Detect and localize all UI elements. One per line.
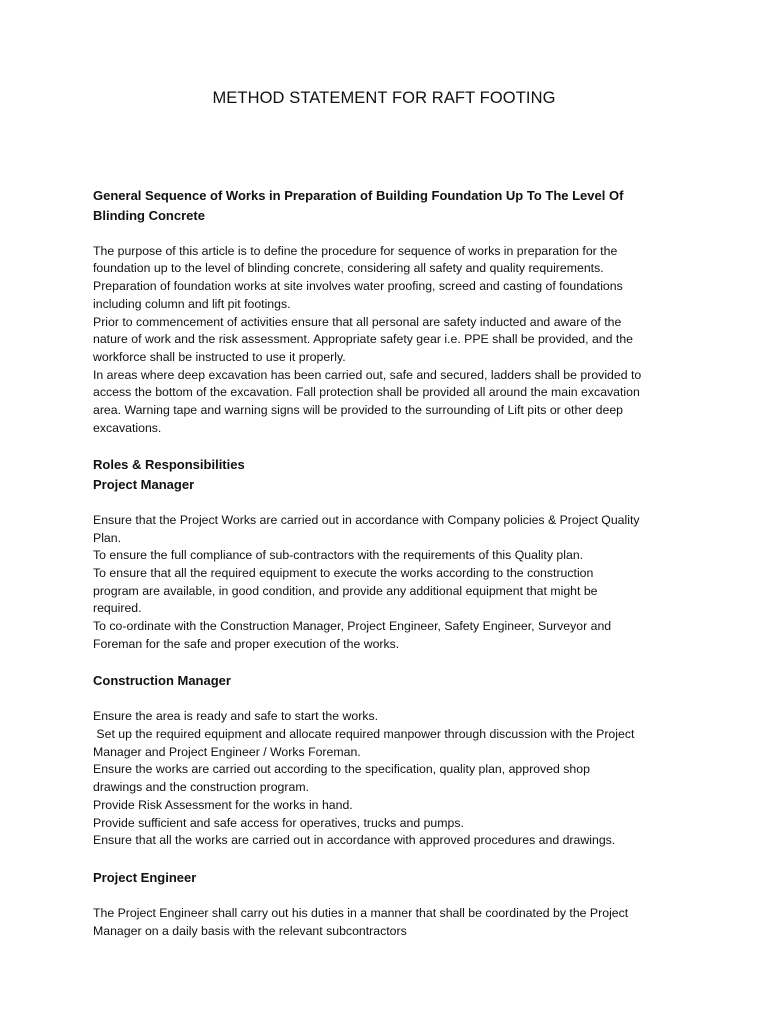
construction-manager-heading: Construction Manager: [93, 673, 231, 689]
text-line: In areas where deep excavation has been carried out, safe and secured, ladders shall be provided to: [93, 367, 642, 382]
roles-heading: Roles & Responsibilities: [93, 457, 245, 473]
text-line: drawings and the construction program.: [93, 780, 309, 795]
text-line: Prior to commencement of activities ensure that all personal are safety inducted and aware of the: [93, 314, 622, 329]
text-line: Manager and Project Engineer / Works Foreman.: [93, 744, 361, 759]
text-line: nature of work and the risk assessment. Appropriate safety gear i.e. PPE shall be provided, and the: [93, 332, 634, 347]
text-line: workforce shall be instructed to use it properly.: [93, 349, 346, 364]
text-line: Plan.: [93, 530, 122, 545]
text-line: excavations.: [93, 420, 162, 435]
text-line: Set up the required equipment and allocate required manpower through discussion with the Project: [93, 727, 635, 741]
text-line: Ensure the works are carried out according to the specification, quality plan, approved shop: [93, 762, 590, 777]
text-line: foundation up to the level of blinding concrete, considering all safety and quality requirements.: [93, 261, 604, 276]
text-line: required.: [93, 601, 142, 616]
text-line: Ensure the area is ready and safe to start the works.: [93, 709, 379, 724]
paragraph-project-manager: [93, 512, 693, 654]
text-line: Provide sufficient and safe access for operatives, trucks and pumps.: [93, 815, 464, 830]
text-line: To ensure the full compliance of sub-contractors with the requirements of this Quality plan.: [93, 548, 584, 563]
text-line: To co-ordinate with the Construction Manager, Project Engineer, Safety Engineer, Surveyor and: [93, 619, 612, 634]
heading-line: General Sequence of Works in Preparation of Building Foundation Up To The Level Of: [93, 188, 624, 203]
section-heading-general-sequence: [93, 186, 693, 225]
paragraph-general-sequence: [93, 243, 693, 438]
text-line: The Project Engineer shall carry out his duties in a manner that shall be coordinated by the Project: [93, 905, 629, 920]
text-line: area. Warning tape and warning signs will be provided to the surrounding of Lift pits or other deep: [93, 403, 623, 418]
text-line: Manager on a daily basis with the relevant subcontractors: [93, 923, 407, 938]
project-engineer-heading: Project Engineer: [93, 869, 197, 885]
text-line: Provide Risk Assessment for the works in hand.: [93, 797, 353, 812]
heading-line: Blinding Concrete: [93, 207, 205, 223]
text-line: Foreman for the safe and proper execution of the works.: [93, 636, 400, 651]
text-line: The purpose of this article is to define the procedure for sequence of works in preparation for the: [93, 243, 618, 258]
project-manager-heading: Project Manager: [93, 476, 195, 492]
text-line: access the bottom of the excavation. Fall protection shall be provided all around the main excavation: [93, 385, 640, 400]
paragraph-project-engineer: [93, 905, 693, 940]
text-line: Ensure that all the works are carried out in accordance with approved procedures and drawings.: [93, 833, 616, 848]
text-line: Preparation of foundation works at site involves water proofing, screed and casting of foundations: [93, 279, 623, 294]
text-line: including column and lift pit footings.: [93, 296, 291, 311]
text-line: program are available, in good condition, and provide any additional equipment that might be: [93, 583, 598, 598]
document-body: [93, 186, 693, 940]
text-line: To ensure that all the required equipment to execute the works according to the construction: [93, 565, 594, 580]
paragraph-construction-manager: [93, 708, 693, 850]
document-title: METHOD STATEMENT FOR RAFT FOOTING: [212, 89, 556, 107]
text-line: Ensure that the Project Works are carried out in accordance with Company policies & Project Quality: [93, 512, 640, 527]
